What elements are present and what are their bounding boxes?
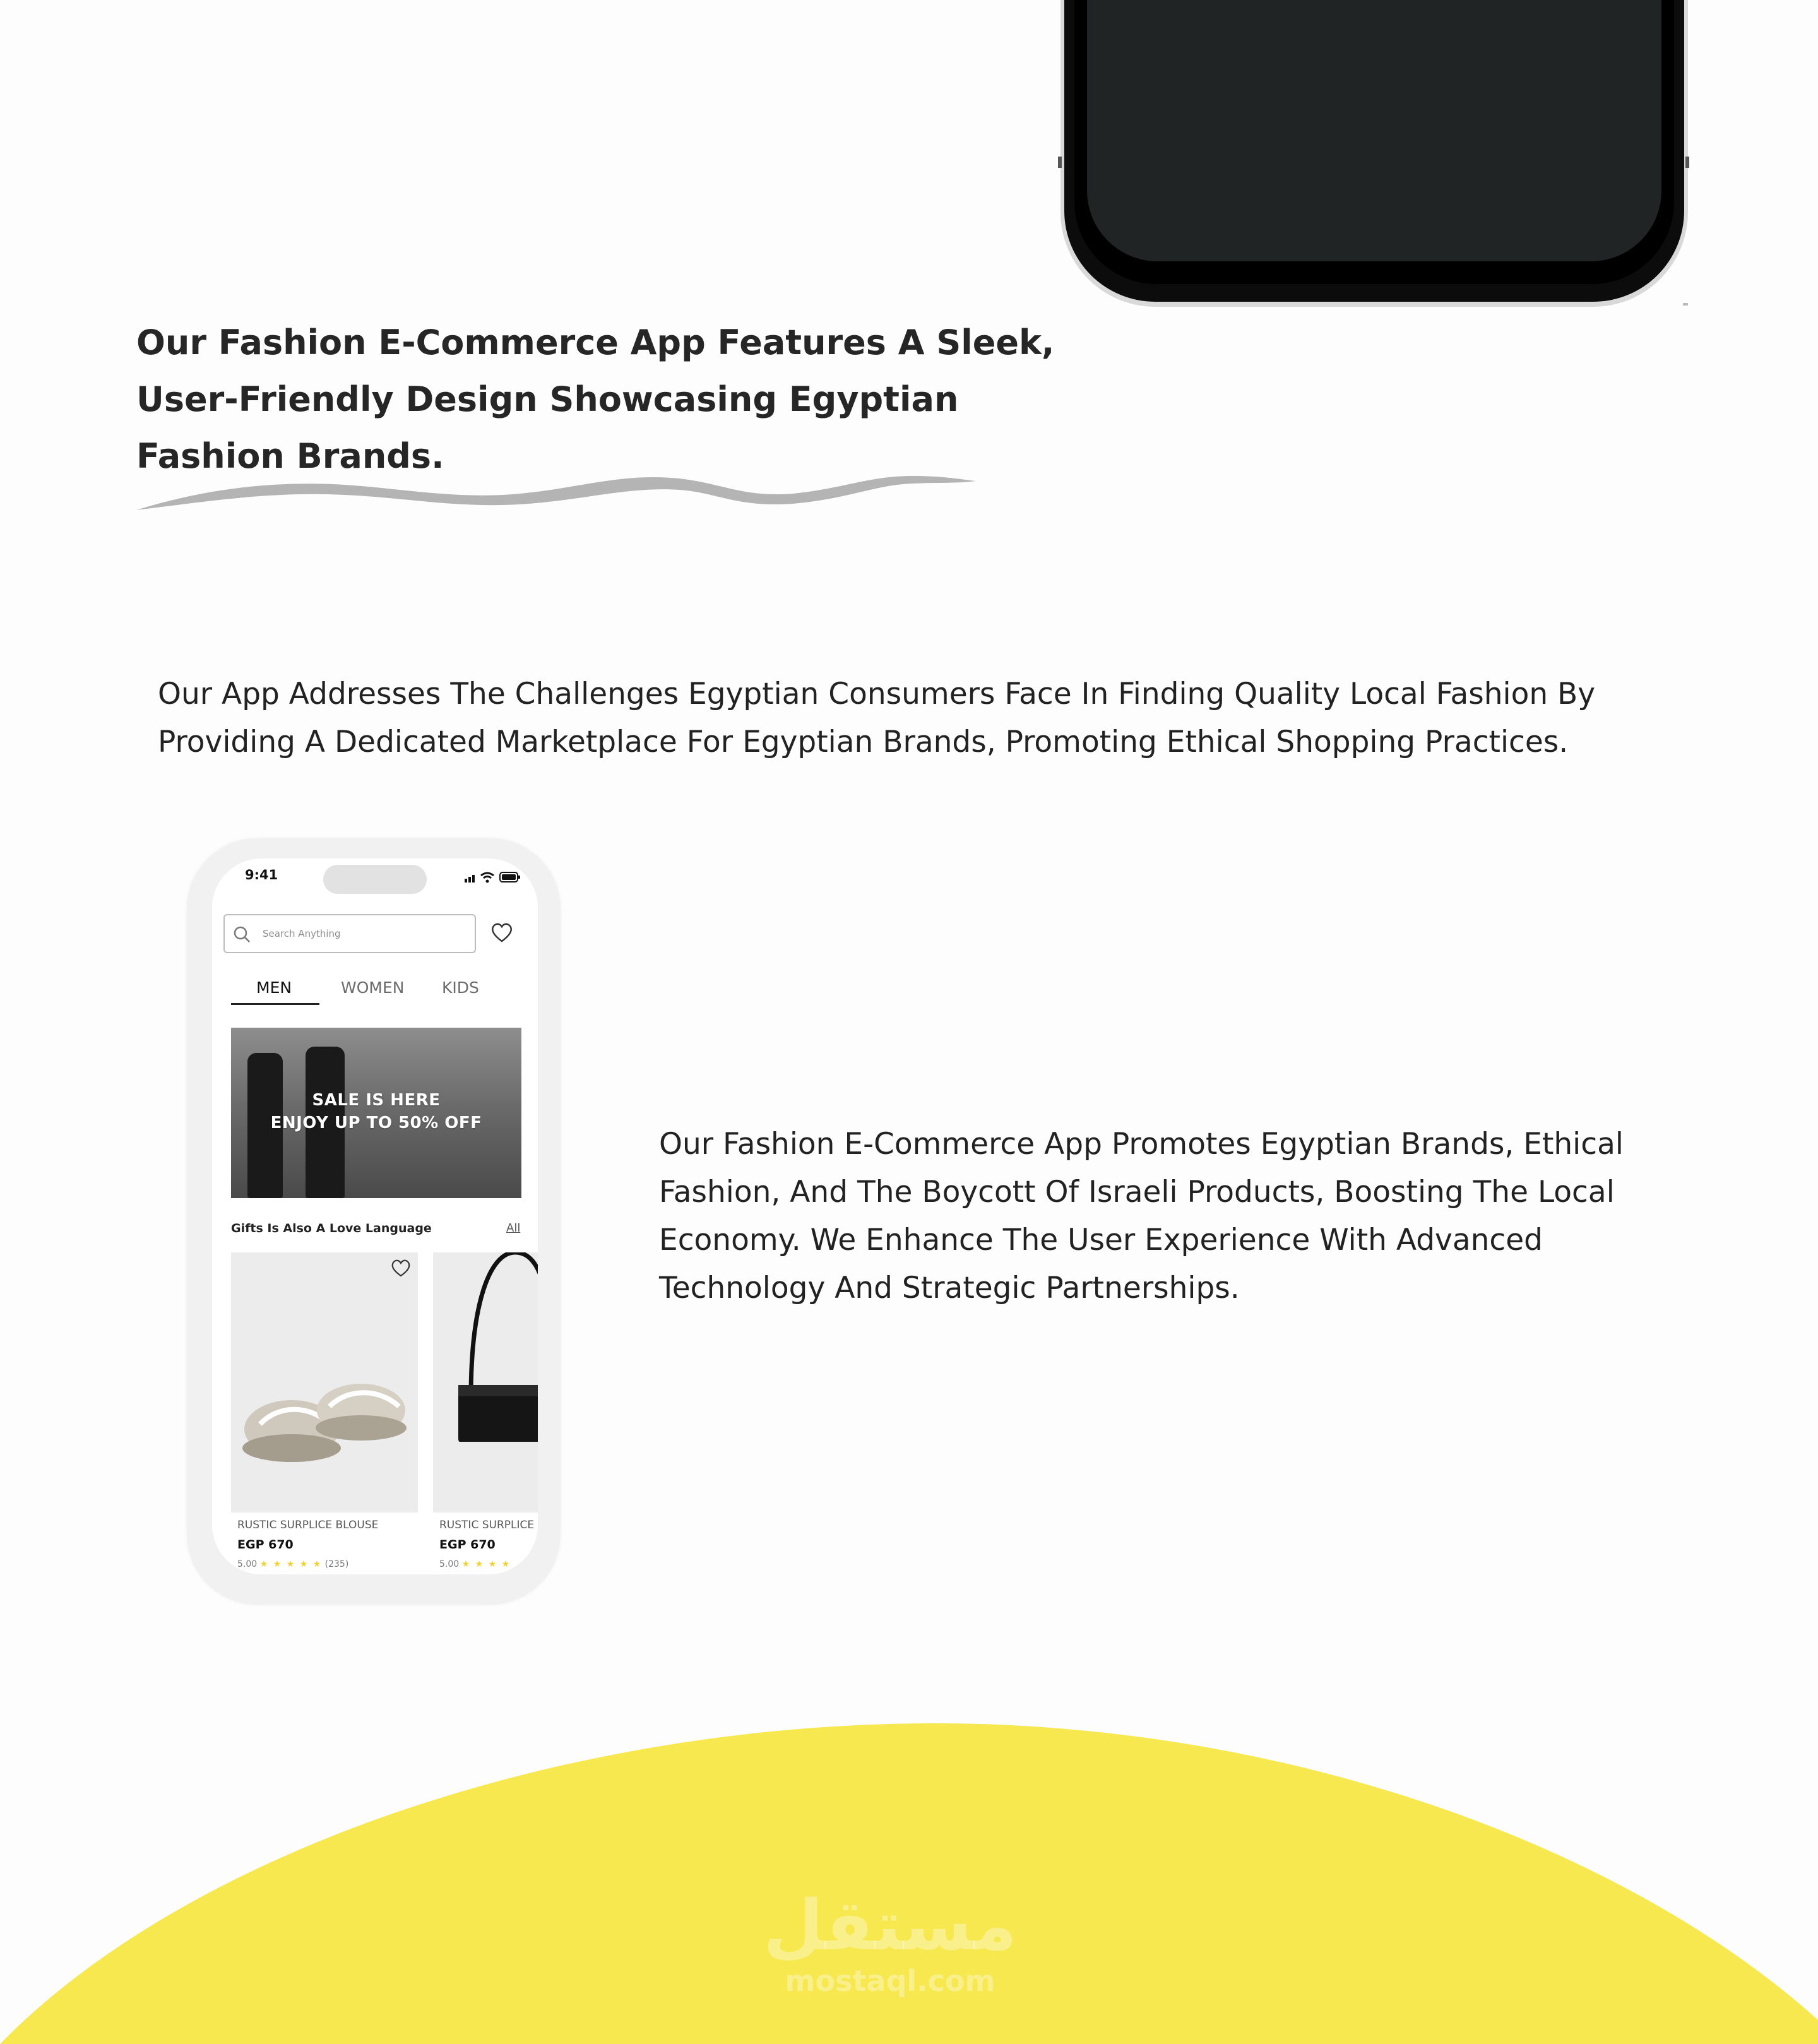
headline: Our Fashion E-Commerce App Features A Sleek, User-Friendly Design Showcasing Egyptian Fashion Brands. xyxy=(136,323,1055,476)
search-icon xyxy=(232,925,251,944)
active-tab-underline xyxy=(231,1003,319,1005)
promo-paragraph: Our Fashion E-Commerce App Promotes Egyptian Brands, Ethical Fashion, And The Boycott Of Israeli Products, Boosting The Local Economy. We Enhance The User Experience With Advanced Technology And Strategic Partnerships. xyxy=(659,1127,1624,1305)
dynamic-island xyxy=(323,865,427,894)
star-icons: ★ ★ ★ ★ xyxy=(461,1559,511,1569)
status-icons xyxy=(465,870,521,884)
banner-line-2: ENJOY UP TO 50% OFF xyxy=(270,1114,482,1132)
decorative-wave xyxy=(136,467,976,518)
rating-value: 5.00 xyxy=(439,1559,460,1569)
signal-icon xyxy=(465,875,475,882)
product-card[interactable] xyxy=(231,1252,418,1512)
banner-line-1: SALE IS HERE xyxy=(312,1091,441,1110)
product-title: RUSTIC SURPLICE BLOUSE xyxy=(237,1519,379,1531)
intro-paragraph: Our App Addresses The Challenges Egyptian Consumers Face In Finding Quality Local Fashion By Providing A Dedicated Marketplace For Egyptian Brands, Promoting Ethical Shopping Practices. xyxy=(158,677,1596,759)
star-icons: ★ ★ ★ ★ ★ xyxy=(259,1559,323,1569)
rating-value: 5.00 xyxy=(237,1559,258,1569)
search-input[interactable] xyxy=(223,914,476,953)
product-card[interactable] xyxy=(433,1252,538,1512)
tab-men[interactable]: MEN xyxy=(256,978,292,997)
product-price: EGP 670 xyxy=(237,1538,294,1552)
sneaker-image xyxy=(241,1353,412,1492)
phone-screen xyxy=(212,859,538,1574)
section-title: Gifts Is Also A Love Language xyxy=(231,1221,432,1235)
top-phone-mockup xyxy=(1058,0,1689,309)
wifi-icon xyxy=(481,873,494,883)
heart-icon[interactable] xyxy=(490,922,514,943)
battery-icon xyxy=(500,872,520,882)
watermark-latin: mostaql.com xyxy=(785,1964,995,1998)
handbag-image xyxy=(446,1252,538,1442)
watermark-arabic: مستقل xyxy=(763,1885,1018,1966)
see-all-link[interactable]: All xyxy=(506,1221,521,1235)
product-rating xyxy=(439,1559,511,1569)
product-rating xyxy=(237,1559,348,1569)
tab-women[interactable]: WOMEN xyxy=(341,978,405,997)
sale-banner[interactable] xyxy=(231,1028,521,1198)
tab-kids[interactable]: KIDS xyxy=(442,978,479,997)
product-price: EGP 670 xyxy=(439,1538,496,1552)
status-time: 9:41 xyxy=(245,867,278,882)
review-count: (235) xyxy=(324,1559,349,1569)
product-title: RUSTIC SURPLICE xyxy=(439,1519,535,1531)
watermark-logo xyxy=(758,1887,1023,2007)
heart-icon[interactable] xyxy=(390,1259,412,1278)
search-placeholder: Search Anything xyxy=(263,928,341,939)
